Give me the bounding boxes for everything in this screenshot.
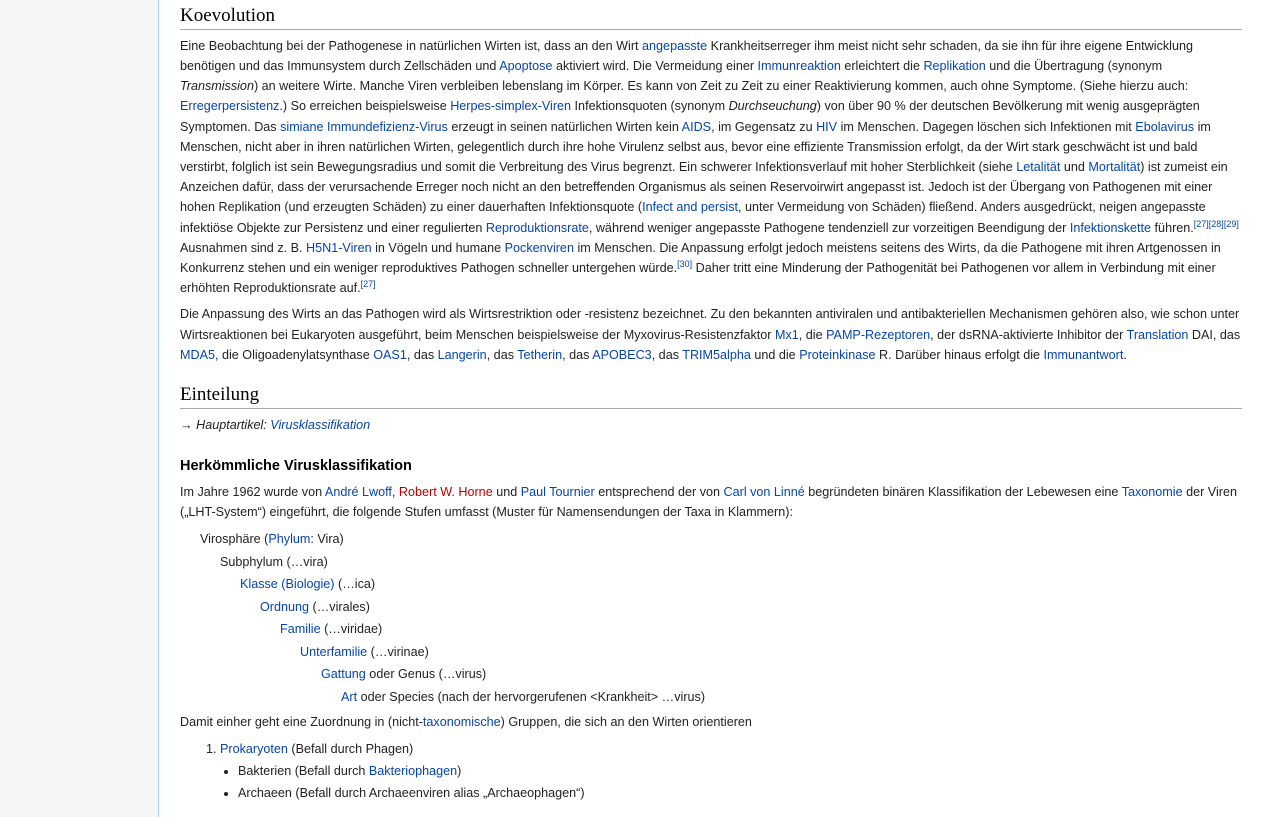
paragraph-coevolution-2 — [180, 304, 1242, 365]
link-mda5[interactable]: MDA5 — [180, 347, 215, 362]
reference-link[interactable]: [27] — [360, 279, 376, 290]
link-proteinkinase[interactable]: Proteinkinase — [799, 347, 876, 362]
link-carl-von-linne[interactable]: Carl von Linné — [723, 484, 805, 499]
text: , das — [562, 347, 593, 362]
article-content — [158, 0, 1262, 817]
link-apobec3[interactable]: APOBEC3 — [592, 347, 652, 362]
link-translation[interactable]: Translation — [1126, 327, 1189, 342]
text: , — [391, 484, 399, 499]
link-taxonomische[interactable]: taxonomische — [422, 715, 501, 730]
link-tetherin[interactable]: Tetherin — [517, 347, 563, 362]
italic-term: Durchseuchung — [728, 99, 817, 114]
taxonomy-level: Klasse (Biologie) (…ica) — [240, 577, 376, 592]
link-mx1[interactable]: Mx1 — [774, 327, 799, 342]
italic-term: Transmission — [180, 79, 254, 94]
link-letalitaet[interactable]: Letalität — [1016, 160, 1061, 175]
text: Im Jahre 1962 wurde von — [180, 484, 325, 499]
text: , das — [486, 347, 518, 362]
text: Infektionsquoten (synonym — [571, 99, 729, 114]
hatnote-main-article — [180, 415, 1242, 435]
text: .) So erreichen beispielsweise — [279, 99, 451, 114]
text: im Menschen. Dagegen löschen sich Infektionen mit — [837, 119, 1136, 134]
text: aktiviert wird. Die Vermeidung einer — [552, 59, 758, 73]
text: im Menschen. Die Anpassung erfolgt jedoch meistens seitens des Wirts, da die Pathogene mit ihren Artgenossen in Konkurrenz stehen und ein weniger reproduktives Pathogen schneller untergehen würde. — [180, 240, 1221, 276]
text: der Viren („LHT-System“) eingeführt, die folgende Stufen umfasst (Muster für Namensendungen der Taxa in Klammern): — [180, 484, 1237, 519]
link-gattung[interactable]: Gattung — [321, 667, 366, 682]
reference-link[interactable]: [29] — [1223, 218, 1239, 229]
link-apoptose[interactable]: Apoptose — [499, 59, 553, 73]
link-immunantwort[interactable]: Immunantwort — [1043, 347, 1124, 362]
reference-link[interactable]: [30] — [677, 258, 693, 269]
link-pamp-rezeptoren[interactable]: PAMP-Rezeptoren — [826, 327, 931, 342]
link-phylum[interactable]: Phylum — [268, 532, 311, 547]
text: begründeten binären Klassifikation der Lebewesen eine — [804, 484, 1122, 499]
host-group-list — [204, 738, 1242, 804]
link-oas1[interactable]: OAS1 — [373, 347, 407, 362]
link-bakteriophagen[interactable]: Bakteriophagen — [368, 764, 458, 779]
subsection-heading: Herkömmliche Virusklassifikation — [180, 457, 412, 474]
text: und — [1060, 160, 1089, 175]
list-item: • Bakterien (Befall durch Bakteriophagen) — [238, 760, 1242, 782]
link-replikation[interactable]: Replikation — [923, 59, 986, 73]
text: , unter Vermeidung von Schäden) fließend. Anders ausgedrückt, neigen angepasste infektiöse Objekte zur Persistenz und einer regulierten — [180, 200, 1206, 235]
link-virusklassifikation[interactable]: Virusklassifikation — [270, 417, 371, 432]
link-andre-lwoff[interactable]: André Lwoff — [324, 484, 392, 499]
link-simiane-immundefizienz-virus[interactable]: simiane Immundefizienz-Virus — [280, 119, 448, 134]
taxonomy-level: Unterfamilie (…virinae) — [300, 644, 429, 659]
link-infektionskette[interactable]: Infektionskette — [1069, 220, 1152, 235]
reference-link[interactable]: [27] — [1193, 218, 1209, 229]
link-herpes-simplex-viren[interactable]: Herpes-simplex-Viren — [450, 99, 572, 114]
text: , die Oligoadenylatsynthase — [215, 347, 374, 362]
sub-list — [220, 760, 1242, 804]
text: Eine Beobachtung bei der Pathogenese in natürlichen Wirten ist, dass an den Wirt — [180, 38, 643, 53]
link-prokaryoten[interactable]: Prokaryoten — [220, 742, 288, 757]
paragraph-coevolution-1 — [180, 36, 1242, 299]
link-immunreaktion[interactable]: Immunreaktion — [757, 59, 841, 73]
text: R. Darüber hinaus erfolgt die — [875, 347, 1044, 362]
link-ordnung[interactable]: Ordnung — [260, 599, 310, 614]
text: ) an weitere Wirte. Manche Viren verbleiben lebenslang im Körper. Es kann von Zeit zu Zeit zu einer Reaktivierung kommen, auch ohne Symptome. (Siehe hierzu auch: — [253, 79, 1189, 94]
link-erregerpersistenz[interactable]: Erregerpersistenz — [180, 99, 280, 114]
text: Daher tritt eine Minderung der Pathogenität bei Pathogenen vor allem in Verbindung mit einer erhöhten Reproduktionsrate auf. — [180, 261, 1216, 296]
text: Damit einher geht eine Zuordnung in (nicht- — [180, 715, 423, 730]
taxonomy-level: Virosphäre (Phylum: Vira) — [200, 532, 344, 547]
section-heading-einteilung: Einteilung — [180, 381, 1242, 409]
text: und die — [750, 347, 800, 362]
paragraph-host-groups — [180, 712, 1242, 732]
taxonomy-level: Art oder Species (nach der hervorgerufenen <Krankheit> …virus) — [341, 689, 706, 704]
link-art[interactable]: Art — [341, 689, 358, 704]
list-item: 1. Prokaryoten (Befall durch Phagen) • Bakterien (Befall durch Bakteriophagen) • Archaeen (Befall durch Archaeenviren alias „Archaeophagen“) — [220, 738, 1242, 804]
text: , im Gegensatz zu — [711, 119, 817, 134]
link-reproduktionsrate[interactable]: Reproduktionsrate — [485, 220, 589, 235]
text: DAI, das — [1188, 327, 1241, 342]
text: ) ist zumeist ein Anzeichen dafür, dass der verursachende Erreger noch nicht an den betreffenden Organismus als seinen Reservoirwirt angepasst ist. Jedoch ist der Übergang von Pathogenen mit einer hohen Replikation (und erzeugten Schäden) zu einer dauerhaften Infektionsquote ( — [180, 160, 1228, 215]
text: , der dsRNA-aktivierte Inhibitor der — [930, 327, 1127, 342]
taxonomy-level: Gattung oder Genus (…virus) — [321, 667, 487, 682]
taxonomy-level: Subphylum (…vira) — [220, 554, 328, 569]
text: führen. — [1151, 220, 1194, 235]
text: Krankheitserreger ihm meist nicht sehr schaden, da sie ihn für ihre eigene Entwicklung benötigen und das Immunsystem durch Zellschäden und — [180, 38, 1193, 73]
link-hiv[interactable]: HIV — [816, 119, 838, 134]
text: ) von über 90 % der deutschen Bevölkerung mit wenig ausgeprägten Symptomen. Das — [180, 99, 1200, 134]
text: Ausnahmen sind z. B. — [180, 240, 307, 255]
text: entsprechend der von — [594, 484, 724, 499]
section-heading-koevolution: Koevolution — [180, 2, 1242, 30]
link-klasse-biologie[interactable]: Klasse (Biologie) — [240, 577, 335, 592]
taxonomy-level: Ordnung (…virales) — [260, 599, 370, 614]
link-familie[interactable]: Familie — [280, 622, 321, 637]
link-unterfamilie[interactable]: Unterfamilie — [300, 644, 368, 659]
link-angepasste[interactable]: angepasste — [642, 38, 708, 53]
text: ) Gruppen, die sich an den Wirten orientieren — [500, 715, 752, 730]
list-item: • Archaeen (Befall durch Archaeenviren alias „Archaeophagen“) — [238, 782, 1242, 804]
text: . — [1123, 347, 1127, 362]
text: erleichtert die — [840, 59, 924, 73]
text: und die Übertragung (synonym — [985, 59, 1163, 73]
link-ebolavirus[interactable]: Ebolavirus — [1135, 119, 1195, 134]
taxonomy-hierarchy — [180, 528, 1242, 708]
text: und — [492, 484, 521, 499]
link-pockenviren[interactable]: Pockenviren — [504, 240, 574, 255]
link-infect-and-persist[interactable]: Infect and persist — [642, 200, 738, 215]
text: in Vögeln und humane — [371, 240, 505, 255]
hatnote-label: → Hauptartikel: — [180, 417, 271, 432]
text: erzeugt in seinen natürlichen Wirten kein — [447, 119, 682, 134]
text: , das — [406, 347, 438, 362]
text: Die Anpassung des Wirts an das Pathogen wird als Wirtsrestriktion oder -resistenz bezeichnet. Zu den bekannten antiviralen und antibakteriellen Mechanismen gehören also, wie schon unter Wirtsreaktionen bei Eukaryoten ausgeführt, beim Menschen beispielsweise der Myxovirus-Resistenzfaktor — [180, 307, 1240, 342]
link-langerin[interactable]: Langerin — [437, 347, 487, 362]
link-robert-w-horne[interactable]: Robert W. Horne — [398, 484, 493, 499]
link-trim5alpha[interactable]: TRIM5alpha — [682, 347, 751, 362]
link-h5n1-viren[interactable]: H5N1-Viren — [306, 240, 372, 255]
link-taxonomie[interactable]: Taxonomie — [1121, 484, 1183, 499]
reference-link[interactable]: [28] — [1208, 218, 1224, 229]
text: , während weniger angepasste Pathogene tendenziell zur vorzeitigen Beendigung der — [588, 220, 1070, 235]
taxonomy-level: Familie (…viridae) — [280, 622, 383, 637]
text: im Menschen, nicht aber in ihren natürlichen Wirten, gelegentlich durch ihre hohe Virulenz selbst aus, bevor eine effiziente Transmission erfolgt, da der Wirt stark geschwächt ist und bald verstirbt, folglich ist sein Bewegungsradius und somit die Verbreitung des Virus begrenzt. Ein schwerer Infektionsverlauf mit hoher Sterblichkeit (siehe — [180, 119, 1211, 175]
link-paul-tournier[interactable]: Paul Tournier — [520, 484, 595, 499]
paragraph-classification-intro — [180, 482, 1242, 522]
left-sidebar — [0, 0, 158, 817]
text: , die — [798, 327, 827, 342]
link-mortalitaet[interactable]: Mortalität — [1088, 160, 1141, 175]
text: , das — [651, 347, 683, 362]
link-aids[interactable]: AIDS — [681, 119, 712, 134]
